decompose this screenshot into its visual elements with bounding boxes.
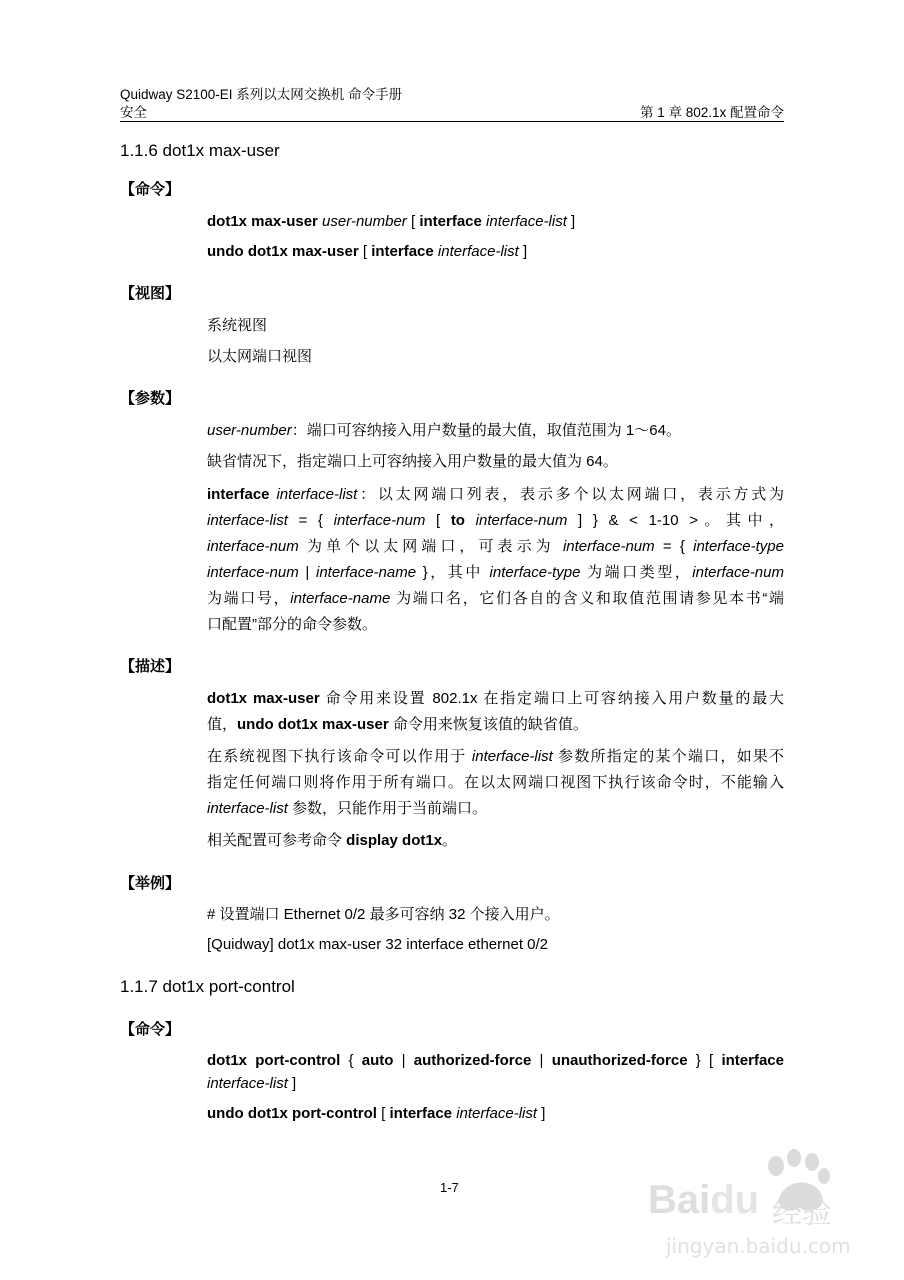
command-syntax-line: dot1x port-control { auto | authorized-force | unauthorized-force } [ interface [207, 1052, 784, 1069]
param-interface-line: interface-num | interface-name }，其中 interface-type 为端口类型，interface-num [207, 564, 784, 581]
header-section: 安全 [120, 105, 147, 120]
view-item: 系统视图 [207, 317, 268, 334]
command-syntax-line: interface-list ] [207, 1075, 297, 1092]
label-command: 【命令】 [120, 181, 181, 198]
undo-command-syntax-line: undo dot1x max-user [ interface interface-list ] [207, 243, 528, 260]
label-parameters: 【参数】 [120, 390, 181, 407]
example-comment: # 设置端口 Ethernet 0/2 最多可容纳 32 个接入用户。 [207, 906, 560, 923]
description-line: 在系统视图下执行该命令可以作用于 interface-list 参数所指定的某个端口，如果不 [207, 748, 785, 765]
baidu-jingyan-watermark [648, 1144, 851, 1264]
param-user-number: user-number：端口可容纳接入用户数量的最大值，取值范围为 1～64。 [207, 422, 681, 439]
header-chapter: 第 1 章 802.1x 配置命令 [639, 105, 784, 120]
param-interface-line: 为端口号，interface-name 为端口名，它们各自的含义和取值范围请参见本书“端 [207, 590, 784, 607]
command-syntax-line: dot1x max-user user-number [ interface interface-list ] [207, 213, 576, 230]
param-interface-line: 口配置”部分的命令参数。 [207, 616, 377, 633]
example-command: [Quidway] dot1x max-user 32 interface ethernet 0/2 [207, 936, 549, 953]
page-number: 1-7 [440, 1180, 459, 1195]
description-related: 相关配置可参考命令 display dot1x。 [207, 832, 458, 849]
section-heading-117: 1.1.7 dot1x port-control [120, 977, 295, 996]
param-interface-line: interface interface-list：以太网端口列表，表示多个以太网端口，表示方式为 [207, 486, 784, 503]
description-line: dot1x max-user 命令用来设置 802.1x 在指定端口上可容纳接入用户数量的最大 [207, 690, 785, 707]
description-line: 值，undo dot1x max-user 命令用来恢复该值的缺省值。 [207, 716, 588, 733]
header-rule [120, 121, 784, 122]
manual-title: Quidway S2100-EI 系列以太网交换机 命令手册 [120, 87, 403, 102]
description-line: interface-list 参数，只能作用于当前端口。 [207, 800, 488, 817]
param-interface-line: interface-list = { interface-num [ to interface-num ] } & < 1-10 >。其中， [207, 512, 784, 529]
label-view: 【视图】 [120, 285, 181, 302]
param-default-note: 缺省情况下，指定端口上可容纳接入用户数量的最大值为 64。 [207, 453, 618, 470]
watermark-url: jingyan.baidu.com [666, 1234, 851, 1258]
section-heading-116: 1.1.6 dot1x max-user [120, 141, 280, 160]
undo-command-syntax-line: undo dot1x port-control [ interface interface-list ] [207, 1105, 546, 1122]
label-description: 【描述】 [120, 658, 181, 675]
view-item: 以太网端口视图 [207, 348, 313, 365]
description-line: 指定任何端口则将作用于所有端口。在以太网端口视图下执行该命令时，不能输入 [207, 774, 784, 791]
watermark-suffix: 经验 [772, 1196, 832, 1231]
param-interface-line: interface-num 为单个以太网端口，可表示为 interface-num = { interface-type [207, 538, 784, 555]
label-command: 【命令】 [120, 1021, 181, 1038]
watermark-brand: Baidu [648, 1178, 760, 1222]
label-example: 【举例】 [120, 875, 181, 892]
